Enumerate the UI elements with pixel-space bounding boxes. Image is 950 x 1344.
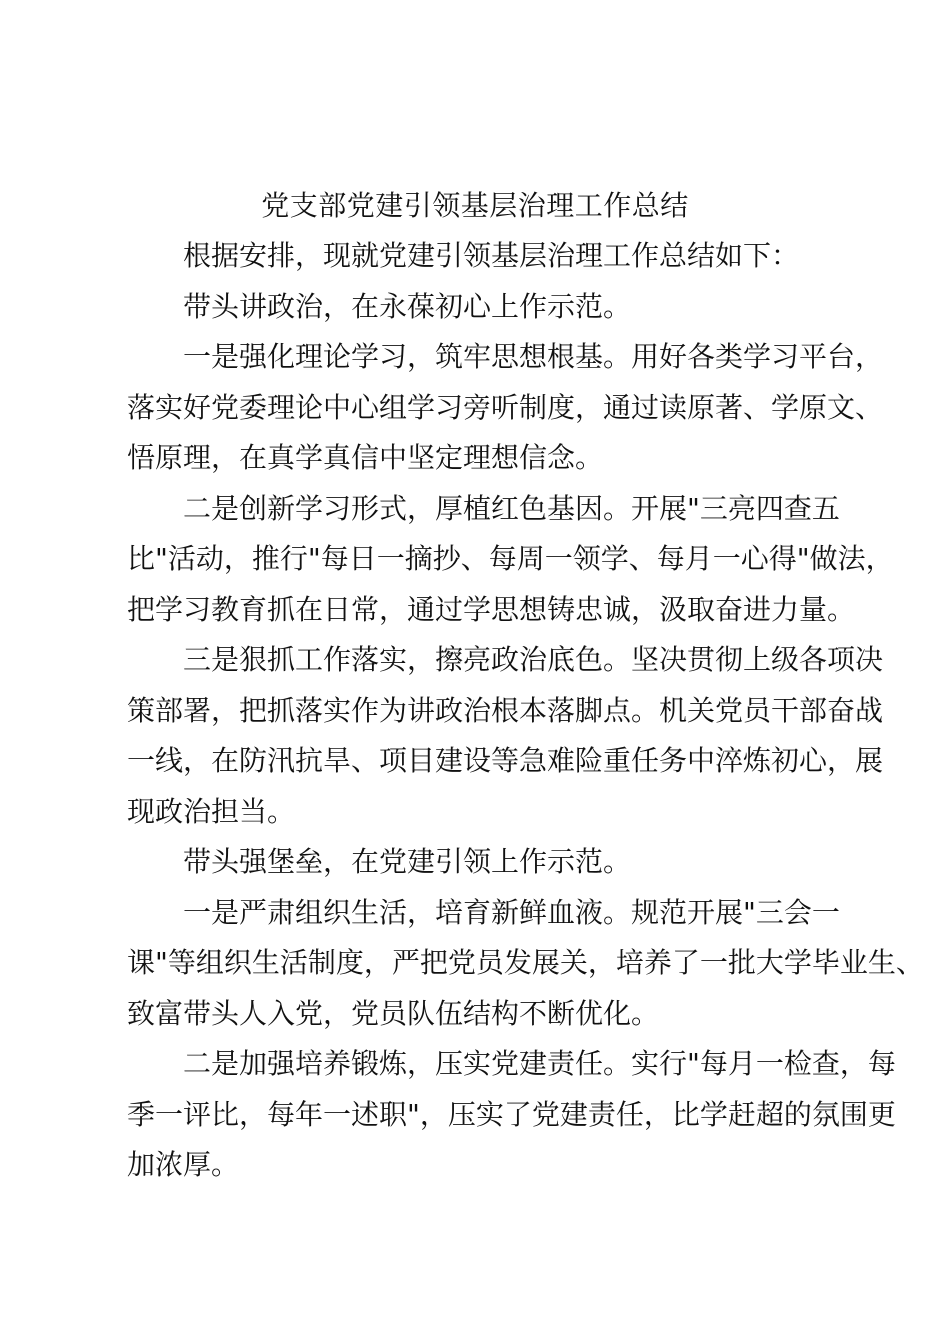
text-line: 悟原理，在真学真信中坚定理想信念。: [127, 441, 604, 474]
text-line: 季一评比，每年一述职"，压实了党建责任，比学赶超的氛围更: [127, 1097, 896, 1131]
text-line: 二是加强培养锻炼，压实党建责任。实行"每月一检查，每: [183, 1047, 896, 1080]
document-title: 党支部党建引领基层治理工作总结: [261, 189, 689, 222]
paragraph-training: [127, 1039, 896, 1191]
text-line: 一是严肃组织生活，培育新鲜血液。规范开展"三会一: [183, 895, 840, 929]
text-line: 策部署，把抓落实作为讲政治根本落脚点。机关党员干部奋战: [127, 693, 884, 727]
text-line: 带头强堡垒，在党建引领上作示范。: [183, 845, 632, 878]
text-line: 课"等组织生活制度，严把党员发展关，培养了一批大学毕业生、: [127, 946, 924, 979]
text-line: 一线，在防汛抗旱、项目建设等急难险重任务中淬炼初心，展: [127, 744, 884, 777]
paragraph-intro: [127, 231, 847, 282]
section-heading-politics: [127, 282, 847, 333]
document-body: [127, 231, 924, 1191]
text-line: 一是强化理论学习，筑牢思想根基。用好各类学习平台，: [183, 340, 884, 373]
text-line: 三是狠抓工作落实，擦亮政治底色。坚决贯彻上级各项决: [183, 643, 884, 676]
paragraph-implementation: [127, 635, 884, 837]
text-line: 现政治担当。: [127, 794, 296, 828]
paragraph-organization-life: [127, 888, 924, 1040]
paragraph-theory-study: [127, 332, 884, 484]
text-line: 根据安排，现就党建引领基层治理工作总结如下：: [183, 239, 800, 272]
section-heading-bastion: [127, 837, 847, 888]
text-line: 把学习教育抓在日常，通过学思想铸忠诚，汲取奋进力量。: [127, 592, 856, 626]
text-line: 致富带头人入党，党员队伍结构不断优化。: [127, 996, 660, 1030]
text-line: 比"活动，推行"每日一摘抄、每周一领学、每月一心得"做法，: [127, 542, 894, 575]
text-line: 二是创新学习形式，厚植红色基因。开展"三亮四查五: [183, 491, 840, 525]
text-line: 落实好党委理论中心组学习旁听制度，通过读原著、学原文、: [127, 390, 884, 424]
text-line: 加浓厚。: [127, 1148, 240, 1181]
paragraph-study-forms: [127, 484, 894, 636]
text-line: 带头讲政治，在永葆初心上作示范。: [183, 289, 632, 323]
